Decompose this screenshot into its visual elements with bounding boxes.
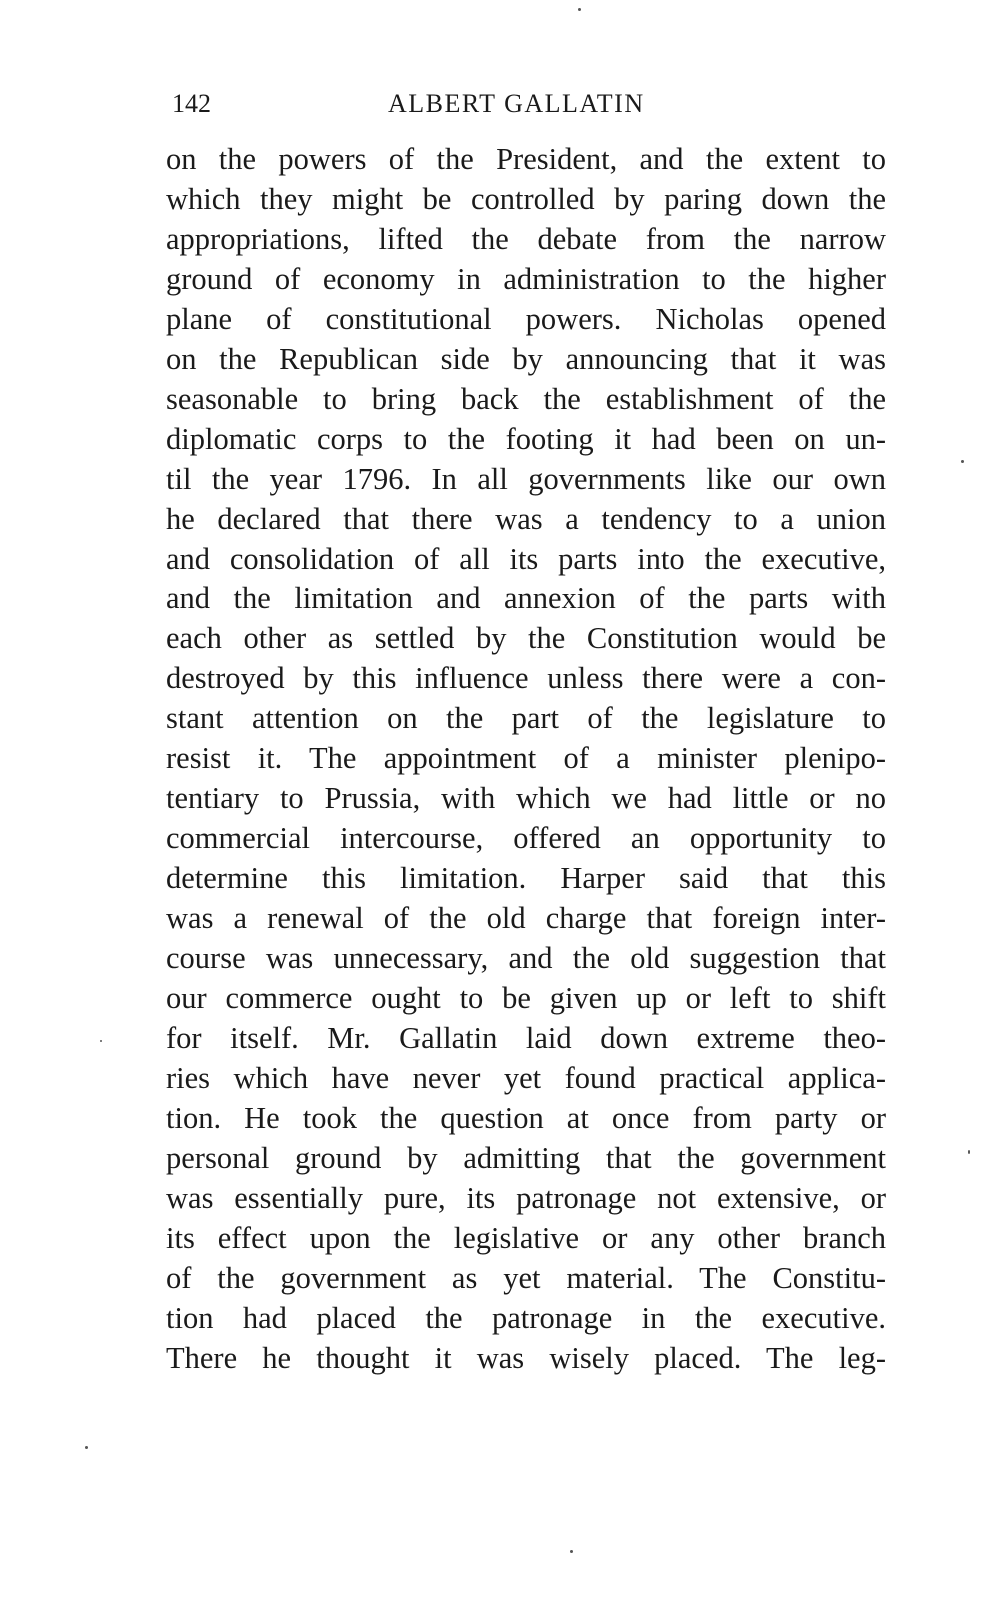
text-line: commercial intercourse, offered an opportunity to	[166, 821, 886, 856]
scan-speck	[570, 1550, 573, 1553]
body-text	[166, 140, 886, 1379]
text-line: tion had placed the patronage in the executive.	[166, 1300, 886, 1335]
text-line: for itself. Mr. Gallatin laid down extreme theo-	[166, 1020, 886, 1055]
scan-speck	[578, 8, 581, 11]
text-line: There he thought it was wisely placed. The leg-	[166, 1340, 886, 1375]
running-title: ALBERT GALLATIN	[388, 89, 645, 118]
page-number: 142	[172, 89, 211, 118]
scan-speck	[100, 1040, 102, 1042]
text-line: was a renewal of the old charge that foreign inter-	[166, 901, 886, 936]
text-line: til the year 1796. In all governments like our own	[166, 461, 886, 496]
text-line: diplomatic corps to the footing it had been on un-	[166, 421, 886, 456]
text-line: tion. He took the question at once from party or	[166, 1100, 886, 1135]
text-line: determine this limitation. Harper said that this	[166, 861, 886, 896]
text-line: its effect upon the legislative or any other branch	[166, 1220, 886, 1255]
text-line: was essentially pure, its patronage not extensive, or	[166, 1180, 886, 1215]
text-line: plane of constitutional powers. Nicholas opened	[166, 301, 886, 336]
text-line: and consolidation of all its parts into the executive,	[166, 541, 886, 576]
text-line: resist it. The appointment of a minister plenipo-	[166, 741, 886, 776]
text-line: stant attention on the part of the legislature to	[166, 701, 886, 736]
text-line: ground of economy in administration to the higher	[166, 261, 886, 296]
text-line: tentiary to Prussia, with which we had little or no	[166, 781, 886, 816]
text-line: ries which have never yet found practical applica-	[166, 1060, 886, 1095]
scan-speck	[85, 1446, 88, 1449]
text-line: appropriations, lifted the debate from the narrow	[166, 221, 886, 256]
text-line: on the powers of the President, and the extent to	[166, 142, 886, 176]
text-line: course was unnecessary, and the old suggestion that	[166, 941, 886, 976]
text-line: he declared that there was a tendency to a union	[166, 501, 886, 536]
text-line: destroyed by this influence unless there were a con-	[166, 661, 886, 696]
text-line: seasonable to bring back the establishment of the	[166, 381, 886, 416]
text-line: and the limitation and annexion of the parts with	[166, 581, 886, 616]
text-line: personal ground by admitting that the government	[166, 1140, 886, 1175]
scan-speck	[968, 1150, 970, 1154]
scan-speck	[961, 460, 964, 463]
text-line: which they might be controlled by paring down the	[166, 181, 886, 216]
running-head	[168, 86, 888, 122]
text-line: each other as settled by the Constitution would be	[166, 621, 886, 656]
text-line: of the government as yet material. The Constitu-	[166, 1260, 886, 1295]
text-line: our commerce ought to be given up or left to shift	[166, 981, 886, 1016]
text-line: on the Republican side by announcing that it was	[166, 341, 886, 376]
